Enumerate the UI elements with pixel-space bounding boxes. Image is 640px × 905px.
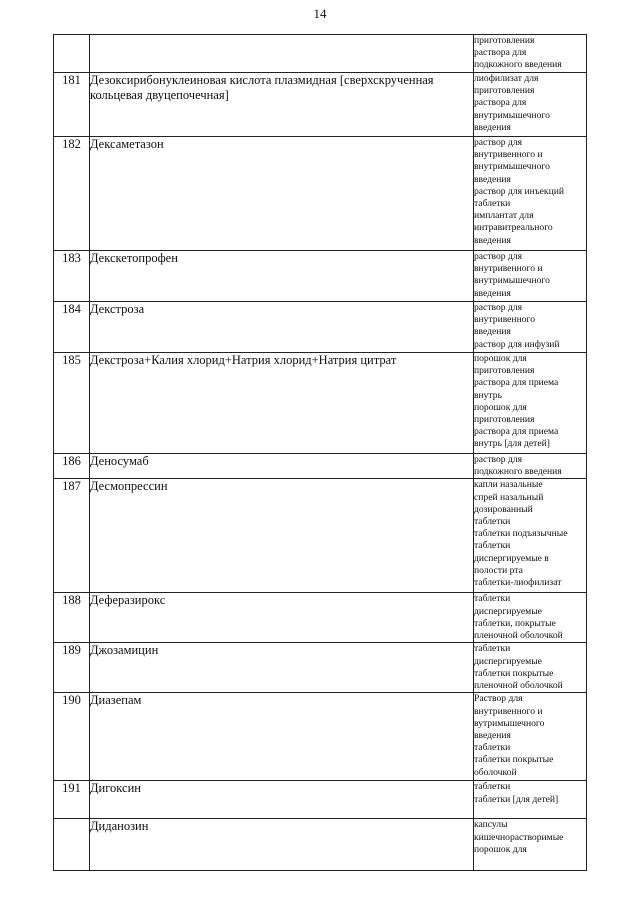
dosage-form-line: приготовления (474, 35, 535, 46)
dosage-form-line: вутримышечного (474, 717, 545, 729)
drug-name-cell: Деферазирокс (90, 593, 474, 643)
row-number-cell (54, 819, 90, 871)
row-number-cell: 188 (54, 593, 90, 643)
dosage-forms-cell (474, 302, 587, 353)
row-number-cell: 184 (54, 302, 90, 353)
dosage-form-line: таблетки покрытые (474, 754, 554, 766)
table-row (54, 479, 587, 593)
dosage-form-line: раствор для (474, 454, 523, 465)
dosage-form-line: раствор для (474, 137, 523, 148)
dosage-form-line: введения (474, 730, 511, 742)
dosage-form-line: Раствор для (474, 693, 523, 705)
dosage-form-line: приготовления (474, 85, 535, 97)
dosage-form-line: внутримышечного (474, 161, 550, 173)
dosage-form-line: введения (474, 326, 511, 338)
dosage-form-line: приготовления (474, 414, 535, 426)
dosage-form-line: раствора для приема (474, 377, 559, 389)
dosage-form-line: кишечнорастворимые (474, 831, 564, 843)
table-row (54, 35, 587, 73)
dosage-form-line: таблетки покрытые (474, 667, 554, 679)
dosage-forms-cell (474, 643, 587, 693)
dosage-forms-cell (474, 137, 587, 251)
drug-name-cell: Джозамицин (90, 643, 474, 693)
dosage-form-line: интравитреального (474, 222, 553, 234)
dosage-form-line: капсулы (474, 819, 508, 831)
drug-name-cell: Декскетопрофен (90, 251, 474, 302)
dosage-form-line: подкожного введения (474, 466, 562, 478)
dosage-form-line: внутрь (474, 389, 502, 401)
dosage-forms-cell (474, 35, 587, 73)
dosage-form-line: пленочной оболочкой (474, 680, 563, 692)
dosage-form-line: раствор для инфузий (474, 338, 560, 350)
dosage-form-line: таблетки-лиофилизат (474, 577, 562, 589)
dosage-form-line: внутримышечного (474, 109, 550, 121)
dosage-form-line: диспергируемые (474, 655, 542, 667)
row-number-cell: 183 (54, 251, 90, 302)
table-row (54, 73, 587, 137)
drug-table (53, 34, 587, 871)
row-number-cell: 189 (54, 643, 90, 693)
table-row (54, 781, 587, 819)
drug-name-cell: Десмопрессин (90, 479, 474, 593)
dosage-form-line: таблетки (474, 643, 511, 655)
dosage-form-line: раствора для (474, 97, 527, 109)
row-number-cell: 182 (54, 137, 90, 251)
table-row (54, 251, 587, 302)
dosage-form-line: дозированный (474, 503, 533, 515)
drug-name-cell: Декстроза (90, 302, 474, 353)
dosage-form-line: оболочкой (474, 766, 517, 778)
row-number-cell: 190 (54, 693, 90, 781)
table-row (54, 819, 587, 871)
dosage-form-line: спрей назальный (474, 491, 544, 503)
dosage-form-line: таблетки подъязычные (474, 528, 568, 540)
row-number-cell: 181 (54, 73, 90, 137)
dosage-form-line: лиофилизат для (474, 73, 539, 84)
dosage-form-line: таблетки (474, 781, 511, 793)
dosage-form-line: полости рта (474, 564, 523, 576)
dosage-form-line: введения (474, 234, 511, 246)
row-number-cell: 187 (54, 479, 90, 593)
table-row (54, 302, 587, 353)
dosage-form-line: таблетки (474, 198, 511, 210)
dosage-forms-cell (474, 251, 587, 302)
table-row (54, 353, 587, 454)
dosage-form-line: раствор для инъекций (474, 185, 564, 197)
dosage-form-line: таблетки (474, 742, 511, 754)
dosage-form-line: таблетки [для детей] (474, 793, 559, 805)
dosage-form-line: порошок для (474, 401, 527, 413)
drug-name-cell: Дезоксирибонуклеиновая кислота плазмидная [сверхскрученная кольцевая двуцепочечная] (90, 73, 474, 137)
table-row (54, 454, 587, 479)
row-number-cell: 185 (54, 353, 90, 454)
table-row (54, 693, 587, 781)
row-number-cell: 186 (54, 454, 90, 479)
dosage-form-line: внутрь [для детей] (474, 438, 550, 450)
dosage-form-line: раствора для приема (474, 426, 559, 438)
table-row (54, 593, 587, 643)
dosage-forms-cell (474, 73, 587, 137)
dosage-form-line: внутривенного (474, 314, 535, 326)
drug-name-cell: Деносумаб (90, 454, 474, 479)
dosage-form-line: введения (474, 121, 511, 133)
dosage-form-line: диспергируемые в (474, 552, 549, 564)
dosage-form-line: капли назальные (474, 479, 543, 491)
table-row (54, 137, 587, 251)
dosage-form-line: порошок для (474, 843, 527, 855)
row-number-cell (54, 35, 90, 73)
dosage-forms-cell (474, 593, 587, 643)
dosage-form-line: подкожного введения (474, 59, 562, 71)
page-number: 14 (313, 6, 327, 21)
dosage-form-line: внутривенного и (474, 263, 543, 275)
dosage-form-line: введения (474, 287, 511, 299)
table-row (54, 643, 587, 693)
dosage-forms-cell (474, 819, 587, 871)
drug-name-cell: Дексаметазон (90, 137, 474, 251)
dosage-form-line: внутривенного и (474, 705, 543, 717)
dosage-forms-cell (474, 353, 587, 454)
dosage-forms-cell (474, 693, 587, 781)
dosage-forms-cell (474, 479, 587, 593)
dosage-form-line: раствора для (474, 47, 527, 59)
dosage-form-line: таблетки (474, 516, 511, 528)
row-number-cell: 191 (54, 781, 90, 819)
dosage-form-line: таблетки, покрытые (474, 617, 556, 629)
dosage-form-line: порошок для (474, 353, 527, 364)
drug-name-cell: Декстроза+Калия хлорид+Натрия хлорид+Натрия цитрат (90, 353, 474, 454)
drug-name-cell: Диданозин (90, 819, 474, 871)
dosage-form-line: внутримышечного (474, 275, 550, 287)
dosage-form-line: приготовления (474, 365, 535, 377)
drug-name-cell: Дигоксин (90, 781, 474, 819)
dosage-form-line: введения (474, 173, 511, 185)
table-body (54, 35, 587, 871)
dosage-form-line: таблетки (474, 593, 511, 605)
dosage-form-line: таблетки (474, 540, 511, 552)
dosage-form-line: раствор для (474, 302, 523, 313)
dosage-form-line: имплантат для (474, 210, 534, 222)
dosage-forms-cell (474, 781, 587, 819)
dosage-form-line: внутривенного и (474, 149, 543, 161)
drug-name-cell (90, 35, 474, 73)
dosage-form-line: диспергируемые (474, 605, 542, 617)
dosage-forms-cell (474, 454, 587, 479)
dosage-form-line: раствор для (474, 251, 523, 262)
drug-name-cell: Диазепам (90, 693, 474, 781)
dosage-form-line: пленочной оболочкой (474, 630, 563, 642)
